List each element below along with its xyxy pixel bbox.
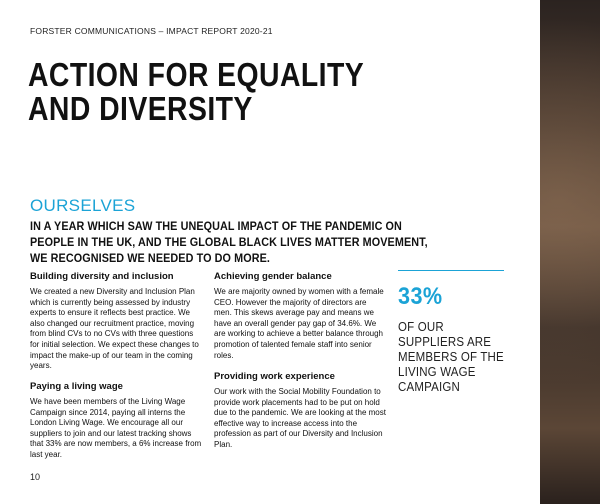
stat-value: 33%: [398, 283, 443, 310]
living-wage-body: We have been members of the Living Wage Campaign since 2014, paying all interns the London Living Wage. We encourage all our suppliers to join and our latest tracking shows that 33% are now members, a 6% increase from last year.: [30, 397, 202, 459]
intro-text: IN A YEAR WHICH SAW THE UNEQUAL IMPACT OF THE PANDEMIC ON PEOPLE IN THE UK, AND THE GLOBAL BLACK LIVES MATTER MOVEMENT, WE RECOGNISED WE NEEDED TO DO MORE.: [30, 219, 428, 265]
title-line-1: ACTION FOR EQUALITY: [28, 56, 365, 93]
stat-divider: [398, 270, 504, 271]
work-experience-heading: Providing work experience: [214, 371, 335, 382]
gender-balance-heading: Achieving gender balance: [214, 271, 332, 282]
report-header: FORSTER COMMUNICATIONS – IMPACT REPORT 2020-21: [30, 26, 273, 36]
work-experience-body: Our work with the Social Mobility Foundation to provide work placements had to be put on hold due to the pandemic. We are looking at the most effective way to increase access into the profession as part of our Diversity and Inclusion Plan.: [214, 387, 386, 449]
edge-photo: [540, 0, 600, 504]
living-wage-heading: Paying a living wage: [30, 381, 123, 392]
work-experience-block: [214, 371, 386, 451]
building-diversity-heading: Building diversity and inclusion: [30, 271, 174, 282]
building-diversity-block: [30, 271, 202, 372]
gender-balance-block: [214, 271, 386, 361]
page-title: [28, 58, 389, 126]
stat-caption: OF OUR SUPPLIERS ARE MEMBERS OF THE LIVING WAGE CAMPAIGN: [398, 320, 504, 394]
building-diversity-body: We created a new Diversity and Inclusion Plan which is currently being assessed by industry experts to ensure it reflects best practice. We also changed our recruitment practice, moving from blind CVs to no CVs with three questions for initial selection. We expect these changes to impact the make-up of our team in the coming years.: [30, 287, 199, 371]
photo-overlay: [540, 0, 600, 504]
living-wage-block: [30, 381, 202, 461]
section-label: OURSELVES: [30, 196, 136, 215]
gender-balance-body: We are majority owned by women with a female CEO. However the majority of directors are men. This skews average pay and means we have an overall gender pay gap of 34.6%. We are working to achieve a better balance through promotion of talented female staff into senior roles.: [214, 287, 384, 360]
page-number: 10: [30, 472, 41, 482]
title-line-2: AND DIVERSITY: [28, 90, 253, 127]
